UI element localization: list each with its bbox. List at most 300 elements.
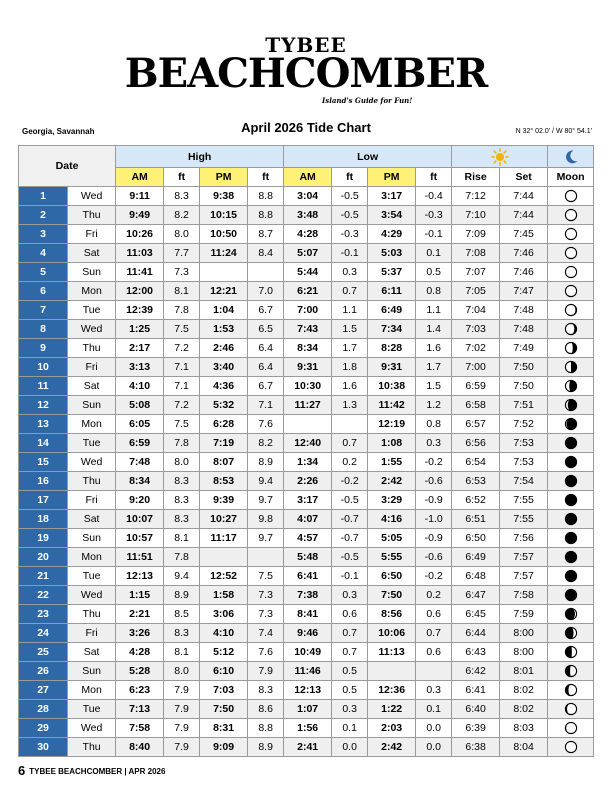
low-pm-time-cell: 8:56 xyxy=(368,605,416,624)
low-pm-height-cell: -0.6 xyxy=(416,548,452,567)
moon-phase-cell xyxy=(548,282,594,301)
day-number-cell: 29 xyxy=(19,719,68,738)
low-pm-height-cell: 1.7 xyxy=(416,358,452,377)
high-am-height-cell: 7.9 xyxy=(164,719,200,738)
high-am-height-cell: 8.0 xyxy=(164,662,200,681)
low-pm-time-cell: 1:08 xyxy=(368,434,416,453)
day-number-cell: 19 xyxy=(19,529,68,548)
high-am-height-cell: 7.8 xyxy=(164,548,200,567)
high-pm-height-cell: 7.4 xyxy=(248,624,284,643)
low-pm-height-cell: 0.0 xyxy=(416,719,452,738)
day-number-cell: 26 xyxy=(19,662,68,681)
sunset-cell: 7:50 xyxy=(500,377,548,396)
high-am-time-cell: 7:58 xyxy=(116,719,164,738)
high-pm-time-cell: 4:10 xyxy=(200,624,248,643)
moon-phase-icon xyxy=(564,399,578,411)
tide-row xyxy=(19,662,594,681)
sunset-cell: 8:02 xyxy=(500,700,548,719)
tide-row xyxy=(19,719,594,738)
low-am-height-cell: 0.5 xyxy=(332,662,368,681)
tide-row xyxy=(19,358,594,377)
tide-row xyxy=(19,510,594,529)
sunset-cell: 8:04 xyxy=(500,738,548,757)
high-pm-height-cell: 9.7 xyxy=(248,491,284,510)
low-am-time-cell: 12:13 xyxy=(284,681,332,700)
high-am-height-cell: 7.8 xyxy=(164,434,200,453)
high-pm-height-cell: 7.3 xyxy=(248,605,284,624)
moon-phase-cell xyxy=(548,586,594,605)
high-am-height-cell: 8.1 xyxy=(164,282,200,301)
low-am-height-cell: 0.7 xyxy=(332,624,368,643)
moon-phase-icon xyxy=(564,285,578,297)
sunset-cell: 7:58 xyxy=(500,586,548,605)
low-am-height-cell: 0.3 xyxy=(332,263,368,282)
high-am-time-cell: 10:26 xyxy=(116,225,164,244)
moon-phase-icon xyxy=(564,722,578,734)
high-am-height-cell: 7.7 xyxy=(164,244,200,263)
day-number-cell: 14 xyxy=(19,434,68,453)
low-am-time-cell: 6:21 xyxy=(284,282,332,301)
moon-phase-icon xyxy=(564,665,578,677)
sunrise-cell: 6:51 xyxy=(452,510,500,529)
high-am-height-cell: 8.3 xyxy=(164,187,200,206)
low-am-height-cell: 0.7 xyxy=(332,282,368,301)
sunrise-cell: 6:58 xyxy=(452,396,500,415)
high-pm-time-cell: 12:21 xyxy=(200,282,248,301)
high-pm-height-cell: 7.6 xyxy=(248,415,284,434)
low-am-height-cell: 0.1 xyxy=(332,719,368,738)
moon-phase-icon xyxy=(564,209,578,221)
moon-phase-cell xyxy=(548,738,594,757)
day-number-cell: 25 xyxy=(19,643,68,662)
sun-icon xyxy=(491,148,509,166)
high-pm-height-cell: 8.9 xyxy=(248,738,284,757)
low-pm-height-cell: -0.4 xyxy=(416,187,452,206)
low-pm-time-cell xyxy=(368,662,416,681)
low-pm-time-cell: 4:16 xyxy=(368,510,416,529)
high-am-height-cell: 8.1 xyxy=(164,643,200,662)
tide-row xyxy=(19,187,594,206)
weekday-cell: Sat xyxy=(68,244,116,263)
high-am-time-cell: 5:08 xyxy=(116,396,164,415)
weekday-cell: Sun xyxy=(68,529,116,548)
day-number-cell: 9 xyxy=(19,339,68,358)
high-am-time-cell: 11:51 xyxy=(116,548,164,567)
moon-phase-cell xyxy=(548,320,594,339)
tide-row xyxy=(19,567,594,586)
low-am-time-cell: 9:31 xyxy=(284,358,332,377)
day-number-cell: 1 xyxy=(19,187,68,206)
moon-phase-cell xyxy=(548,187,594,206)
tide-row xyxy=(19,624,594,643)
low-am-time-cell: 4:57 xyxy=(284,529,332,548)
high-am-time-cell: 8:40 xyxy=(116,738,164,757)
high-pm-height-cell: 8.4 xyxy=(248,244,284,263)
high-pm-height-cell xyxy=(248,263,284,282)
high-am-header: AM xyxy=(116,168,164,187)
weekday-cell: Thu xyxy=(68,472,116,491)
high-am-time-cell: 2:17 xyxy=(116,339,164,358)
low-am-time-cell: 4:07 xyxy=(284,510,332,529)
tide-row xyxy=(19,472,594,491)
moon-phase-icon xyxy=(564,703,578,715)
low-pm-height-cell: -1.0 xyxy=(416,510,452,529)
weekday-cell: Wed xyxy=(68,320,116,339)
high-pm-time-cell: 7:03 xyxy=(200,681,248,700)
sunset-cell: 7:55 xyxy=(500,510,548,529)
low-pm-time-cell: 12:36 xyxy=(368,681,416,700)
low-am-height-cell: 0.7 xyxy=(332,434,368,453)
high-pm-height-cell: 8.2 xyxy=(248,434,284,453)
low-pm-height-cell: 0.8 xyxy=(416,282,452,301)
sunrise-cell: 6:54 xyxy=(452,453,500,472)
low-pm-time-cell: 1:55 xyxy=(368,453,416,472)
moon-phase-icon xyxy=(564,608,578,620)
high-am-time-cell: 9:11 xyxy=(116,187,164,206)
moon-phase-icon xyxy=(564,228,578,240)
low-am-height-cell: -0.2 xyxy=(332,472,368,491)
moon-phase-cell xyxy=(548,225,594,244)
day-number-cell: 11 xyxy=(19,377,68,396)
day-number-cell: 13 xyxy=(19,415,68,434)
low-pm-height-cell: 0.2 xyxy=(416,586,452,605)
high-pm-height-cell: 6.4 xyxy=(248,339,284,358)
moon-phase-icon xyxy=(564,361,578,373)
low-am-time-cell: 2:41 xyxy=(284,738,332,757)
low-am-time-cell: 11:27 xyxy=(284,396,332,415)
tide-row xyxy=(19,320,594,339)
weekday-cell: Thu xyxy=(68,339,116,358)
high-pm-time-cell: 11:24 xyxy=(200,244,248,263)
moon-phase-cell xyxy=(548,472,594,491)
low-header: Low xyxy=(284,146,452,168)
low-am-time-cell: 7:00 xyxy=(284,301,332,320)
tide-row xyxy=(19,415,594,434)
high-pm-time-cell: 9:39 xyxy=(200,491,248,510)
day-number-cell: 4 xyxy=(19,244,68,263)
low-pm-height-cell: 0.7 xyxy=(416,624,452,643)
high-am-time-cell: 7:13 xyxy=(116,700,164,719)
moon-phase-cell xyxy=(548,263,594,282)
moon-phase-icon xyxy=(564,646,578,658)
sunset-cell: 7:47 xyxy=(500,282,548,301)
low-pm-time-cell: 8:28 xyxy=(368,339,416,358)
sunset-header: Set xyxy=(500,168,548,187)
low-pm-time-cell: 11:42 xyxy=(368,396,416,415)
weekday-cell: Thu xyxy=(68,206,116,225)
low-pm-height-cell: 1.1 xyxy=(416,301,452,320)
low-am-time-cell: 1:34 xyxy=(284,453,332,472)
high-am-height-cell: 8.5 xyxy=(164,605,200,624)
moon-header-icon-cell xyxy=(548,146,594,168)
low-pm-time-cell: 5:55 xyxy=(368,548,416,567)
sunrise-cell: 7:07 xyxy=(452,263,500,282)
footer-text: TYBEE BEACHCOMBER | APR 2026 xyxy=(29,767,166,776)
low-am-time-cell: 5:07 xyxy=(284,244,332,263)
sunset-cell: 8:03 xyxy=(500,719,548,738)
moon-phase-icon xyxy=(564,323,578,335)
tide-table xyxy=(18,145,594,757)
moon-phase-icon xyxy=(564,741,578,753)
low-pm-height-cell: 0.1 xyxy=(416,244,452,263)
low-am-time-cell: 11:46 xyxy=(284,662,332,681)
low-pm-height-cell: 0.6 xyxy=(416,643,452,662)
high-am-height-cell: 8.2 xyxy=(164,206,200,225)
low-am-time-cell: 9:46 xyxy=(284,624,332,643)
moon-phase-cell xyxy=(548,491,594,510)
low-pm-ft-header: ft xyxy=(416,168,452,187)
weekday-cell: Sun xyxy=(68,263,116,282)
low-pm-time-cell: 2:42 xyxy=(368,472,416,491)
high-pm-height-cell: 6.7 xyxy=(248,377,284,396)
low-pm-height-cell: 0.3 xyxy=(416,681,452,700)
weekday-cell: Sat xyxy=(68,510,116,529)
high-pm-time-cell: 3:40 xyxy=(200,358,248,377)
low-am-height-cell: 1.6 xyxy=(332,377,368,396)
low-am-height-cell: 0.0 xyxy=(332,738,368,757)
low-am-time-cell: 7:38 xyxy=(284,586,332,605)
tide-row xyxy=(19,225,594,244)
low-am-time-cell: 10:30 xyxy=(284,377,332,396)
high-pm-height-cell: 8.7 xyxy=(248,225,284,244)
logo-tagline: Island's Guide for Fun! xyxy=(322,96,413,105)
tide-row xyxy=(19,206,594,225)
high-pm-time-cell: 5:32 xyxy=(200,396,248,415)
low-pm-height-cell: 1.4 xyxy=(416,320,452,339)
moon-phase-cell xyxy=(548,662,594,681)
moon-phase-icon xyxy=(564,494,578,506)
low-am-time-cell xyxy=(284,415,332,434)
sunrise-cell: 6:50 xyxy=(452,529,500,548)
tide-row xyxy=(19,491,594,510)
day-number-cell: 2 xyxy=(19,206,68,225)
high-am-time-cell: 3:26 xyxy=(116,624,164,643)
day-number-cell: 22 xyxy=(19,586,68,605)
high-pm-time-cell: 6:10 xyxy=(200,662,248,681)
low-pm-height-cell: -0.9 xyxy=(416,529,452,548)
high-pm-time-cell: 10:50 xyxy=(200,225,248,244)
high-am-height-cell: 7.9 xyxy=(164,700,200,719)
low-pm-height-cell: -0.3 xyxy=(416,206,452,225)
high-am-height-cell: 8.3 xyxy=(164,491,200,510)
moon-phase-icon xyxy=(564,247,578,259)
moon-phase-icon xyxy=(564,532,578,544)
tide-row xyxy=(19,586,594,605)
tide-row xyxy=(19,263,594,282)
weekday-cell: Mon xyxy=(68,282,116,301)
day-number-cell: 12 xyxy=(19,396,68,415)
low-pm-time-cell: 1:22 xyxy=(368,700,416,719)
day-number-cell: 20 xyxy=(19,548,68,567)
low-pm-time-cell: 6:49 xyxy=(368,301,416,320)
low-pm-time-cell: 12:19 xyxy=(368,415,416,434)
weekday-cell: Fri xyxy=(68,225,116,244)
low-am-height-cell: -0.5 xyxy=(332,206,368,225)
low-am-time-cell: 12:40 xyxy=(284,434,332,453)
low-am-time-cell: 5:44 xyxy=(284,263,332,282)
low-am-time-cell: 8:41 xyxy=(284,605,332,624)
low-pm-header: PM xyxy=(368,168,416,187)
tide-table-body xyxy=(19,187,594,757)
high-pm-height-cell: 8.8 xyxy=(248,206,284,225)
high-am-time-cell: 4:10 xyxy=(116,377,164,396)
low-am-height-cell xyxy=(332,415,368,434)
tide-row xyxy=(19,377,594,396)
moon-phase-cell xyxy=(548,624,594,643)
low-pm-time-cell: 3:54 xyxy=(368,206,416,225)
sunset-cell: 7:50 xyxy=(500,358,548,377)
sunrise-cell: 6:43 xyxy=(452,643,500,662)
moon-phase-cell xyxy=(548,643,594,662)
sunset-cell: 7:53 xyxy=(500,453,548,472)
high-pm-time-cell: 8:31 xyxy=(200,719,248,738)
sunset-cell: 7:44 xyxy=(500,187,548,206)
weekday-cell: Thu xyxy=(68,605,116,624)
tide-row xyxy=(19,244,594,263)
high-pm-height-cell: 8.6 xyxy=(248,700,284,719)
low-pm-height-cell: 0.5 xyxy=(416,263,452,282)
moon-phase-cell xyxy=(548,415,594,434)
sunrise-cell: 6:38 xyxy=(452,738,500,757)
low-pm-height-cell: 0.6 xyxy=(416,605,452,624)
low-am-height-cell: -0.5 xyxy=(332,548,368,567)
tide-row xyxy=(19,434,594,453)
low-pm-height-cell: 0.1 xyxy=(416,700,452,719)
sunrise-cell: 6:47 xyxy=(452,586,500,605)
moon-phase-cell xyxy=(548,719,594,738)
moon-phase-cell xyxy=(548,510,594,529)
high-pm-time-cell: 7:19 xyxy=(200,434,248,453)
low-am-height-cell: 0.6 xyxy=(332,605,368,624)
moon-phase-icon xyxy=(564,475,578,487)
moon-phase-icon xyxy=(564,589,578,601)
low-pm-height-cell: 0.0 xyxy=(416,738,452,757)
low-am-height-cell: 0.3 xyxy=(332,700,368,719)
tide-row xyxy=(19,700,594,719)
tide-row xyxy=(19,738,594,757)
sunset-cell: 7:56 xyxy=(500,529,548,548)
sunrise-cell: 6:41 xyxy=(452,681,500,700)
day-number-cell: 6 xyxy=(19,282,68,301)
low-pm-height-cell xyxy=(416,662,452,681)
moon-phase-icon xyxy=(564,456,578,468)
low-pm-time-cell: 11:13 xyxy=(368,643,416,662)
high-am-height-cell: 8.0 xyxy=(164,225,200,244)
moon-phase-cell xyxy=(548,700,594,719)
day-number-cell: 16 xyxy=(19,472,68,491)
weekday-cell: Wed xyxy=(68,586,116,605)
crescent-moon-icon xyxy=(563,149,579,165)
low-pm-time-cell: 7:34 xyxy=(368,320,416,339)
high-am-time-cell: 12:39 xyxy=(116,301,164,320)
high-pm-header: PM xyxy=(200,168,248,187)
high-pm-height-cell: 8.9 xyxy=(248,453,284,472)
sunrise-cell: 6:42 xyxy=(452,662,500,681)
high-pm-height-cell: 7.0 xyxy=(248,282,284,301)
high-pm-time-cell: 2:46 xyxy=(200,339,248,358)
sunset-cell: 7:57 xyxy=(500,548,548,567)
low-am-time-cell: 7:43 xyxy=(284,320,332,339)
day-number-cell: 8 xyxy=(19,320,68,339)
page-title: April 2026 Tide Chart xyxy=(241,120,371,135)
high-am-time-cell: 6:23 xyxy=(116,681,164,700)
moon-phase-cell xyxy=(548,453,594,472)
high-pm-time-cell: 1:58 xyxy=(200,586,248,605)
high-pm-time-cell: 5:12 xyxy=(200,643,248,662)
low-pm-height-cell: -0.6 xyxy=(416,472,452,491)
low-am-time-cell: 3:04 xyxy=(284,187,332,206)
sunrise-cell: 6:59 xyxy=(452,377,500,396)
high-pm-height-cell: 7.3 xyxy=(248,586,284,605)
weekday-cell: Tue xyxy=(68,434,116,453)
high-pm-height-cell: 6.4 xyxy=(248,358,284,377)
sunset-cell: 8:00 xyxy=(500,624,548,643)
low-pm-height-cell: -0.2 xyxy=(416,567,452,586)
high-am-height-cell: 7.3 xyxy=(164,263,200,282)
high-pm-time-cell: 9:09 xyxy=(200,738,248,757)
high-pm-time-cell: 9:38 xyxy=(200,187,248,206)
day-number-cell: 7 xyxy=(19,301,68,320)
low-pm-time-cell: 2:03 xyxy=(368,719,416,738)
moon-phase-cell xyxy=(548,358,594,377)
high-am-time-cell: 10:07 xyxy=(116,510,164,529)
sunrise-cell: 7:05 xyxy=(452,282,500,301)
moon-phase-cell xyxy=(548,529,594,548)
high-pm-time-cell: 10:15 xyxy=(200,206,248,225)
high-pm-height-cell xyxy=(248,548,284,567)
low-am-time-cell: 1:07 xyxy=(284,700,332,719)
low-pm-height-cell: 0.8 xyxy=(416,415,452,434)
day-number-cell: 30 xyxy=(19,738,68,757)
sunrise-cell: 6:44 xyxy=(452,624,500,643)
tide-row xyxy=(19,396,594,415)
high-pm-time-cell: 3:06 xyxy=(200,605,248,624)
high-pm-time-cell: 1:04 xyxy=(200,301,248,320)
low-pm-time-cell: 4:29 xyxy=(368,225,416,244)
high-pm-time-cell: 8:07 xyxy=(200,453,248,472)
high-am-time-cell: 12:00 xyxy=(116,282,164,301)
day-number-cell: 27 xyxy=(19,681,68,700)
high-am-time-cell: 1:25 xyxy=(116,320,164,339)
high-pm-height-cell: 7.6 xyxy=(248,643,284,662)
high-am-height-cell: 7.9 xyxy=(164,681,200,700)
moon-phase-cell xyxy=(548,339,594,358)
high-am-time-cell: 2:21 xyxy=(116,605,164,624)
sunrise-cell: 6:39 xyxy=(452,719,500,738)
high-am-time-cell: 1:15 xyxy=(116,586,164,605)
moon-phase-icon xyxy=(564,437,578,449)
high-am-height-cell: 7.2 xyxy=(164,339,200,358)
low-pm-height-cell: 1.6 xyxy=(416,339,452,358)
low-am-time-cell: 3:17 xyxy=(284,491,332,510)
sunrise-cell: 6:49 xyxy=(452,548,500,567)
high-am-height-cell: 8.9 xyxy=(164,586,200,605)
high-am-time-cell: 11:41 xyxy=(116,263,164,282)
day-number-cell: 18 xyxy=(19,510,68,529)
low-am-time-cell: 5:48 xyxy=(284,548,332,567)
sunset-cell: 7:55 xyxy=(500,491,548,510)
high-am-height-cell: 9.4 xyxy=(164,567,200,586)
moon-phase-cell xyxy=(548,681,594,700)
day-number-cell: 3 xyxy=(19,225,68,244)
high-pm-height-cell: 9.4 xyxy=(248,472,284,491)
sunset-cell: 8:02 xyxy=(500,681,548,700)
high-pm-time-cell: 10:27 xyxy=(200,510,248,529)
low-am-height-cell: -0.5 xyxy=(332,187,368,206)
high-am-time-cell: 7:48 xyxy=(116,453,164,472)
low-am-time-cell: 1:56 xyxy=(284,719,332,738)
sunset-cell: 7:52 xyxy=(500,415,548,434)
